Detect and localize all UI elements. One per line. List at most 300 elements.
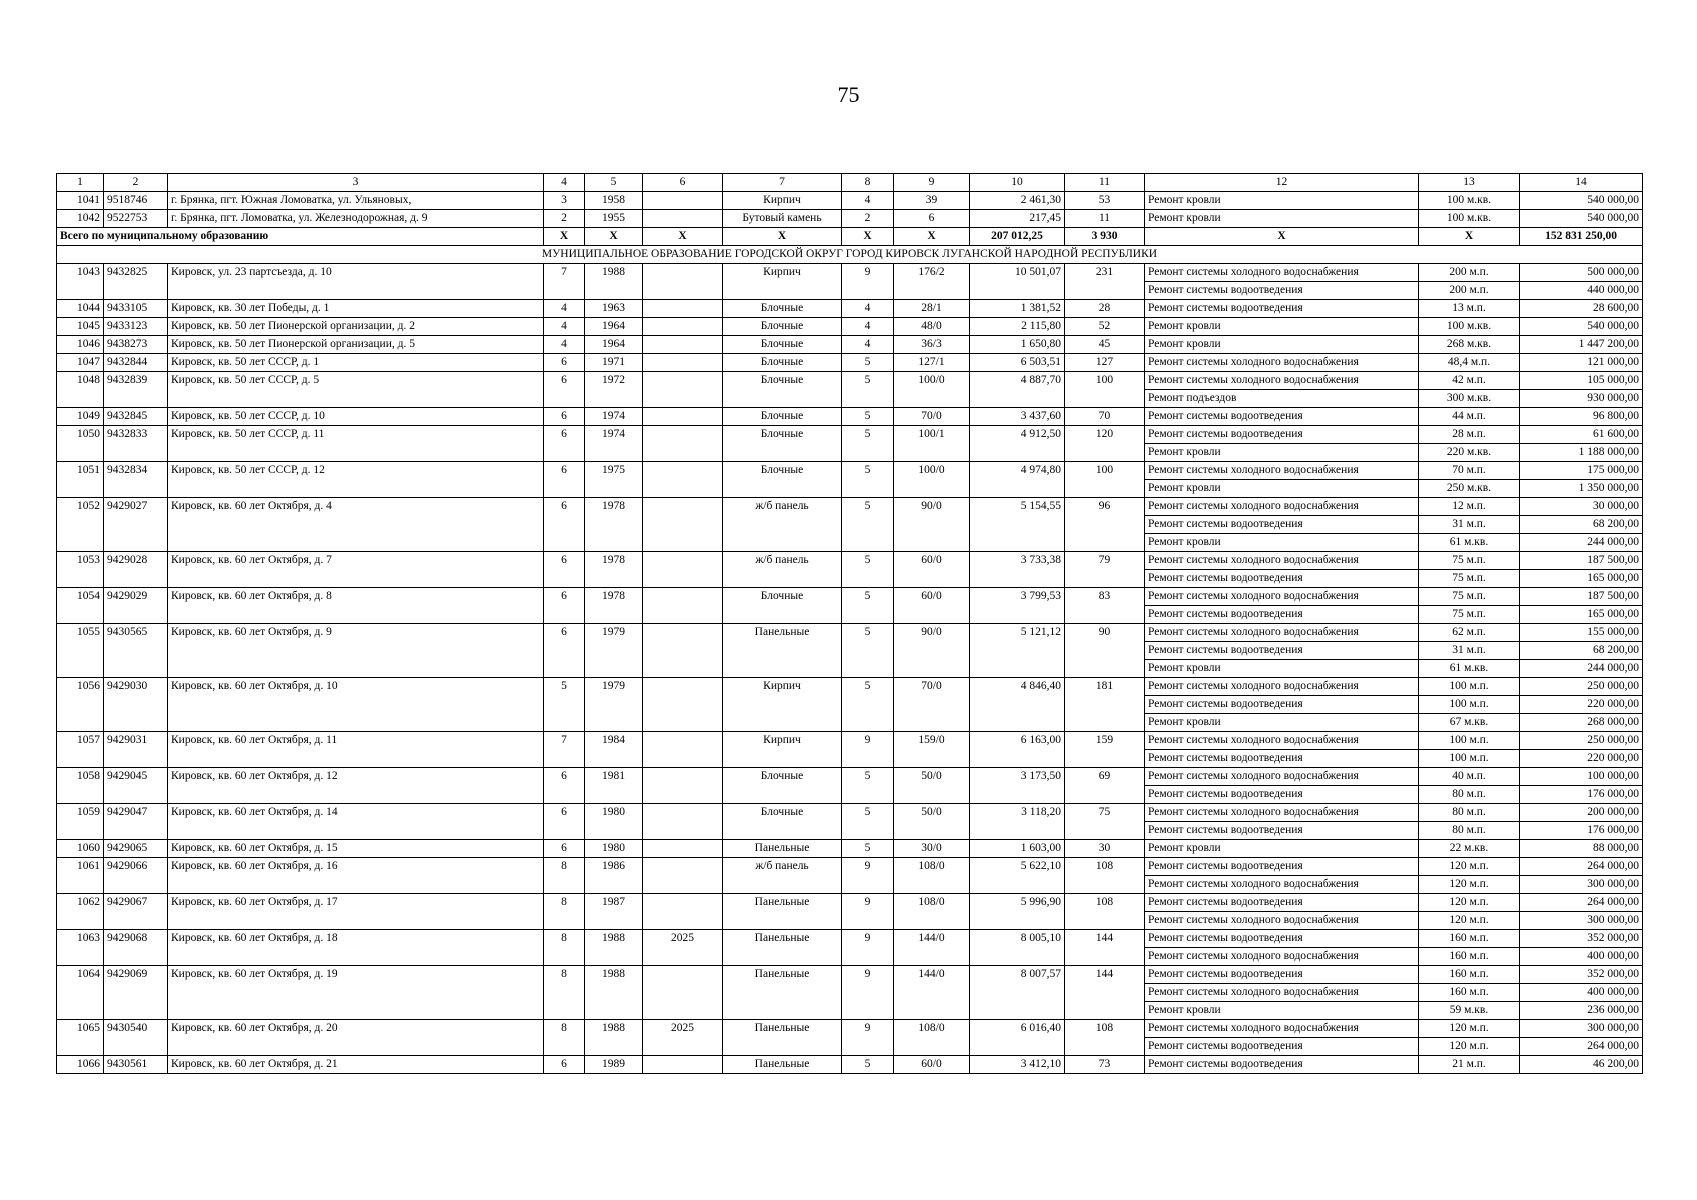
table-body-top <box>57 192 1643 228</box>
work-volume: 48,4 м.п. <box>1419 354 1520 372</box>
work-volume: 120 м.п. <box>1419 894 1520 912</box>
floors-empty <box>842 912 894 930</box>
col4-value: 8 <box>544 966 585 984</box>
total-cell: X <box>894 228 970 246</box>
col4-value: 6 <box>544 552 585 570</box>
wall-material-empty <box>723 714 842 732</box>
work-cost: 250 000,00 <box>1520 678 1643 696</box>
wall-material-empty <box>723 390 842 408</box>
residents-empty <box>1065 984 1145 1002</box>
col4-value-empty <box>544 696 585 714</box>
col9-value-empty <box>894 822 970 840</box>
col9-value-empty <box>894 282 970 300</box>
table-row-continuation <box>57 984 1643 1002</box>
address-empty <box>168 912 544 930</box>
total-area-empty <box>970 714 1065 732</box>
table-row-continuation <box>57 642 1643 660</box>
col6-value <box>643 678 723 696</box>
work-cost: 236 000,00 <box>1520 1002 1643 1020</box>
wall-material: Панельные <box>723 840 842 858</box>
row-number-empty <box>57 948 104 966</box>
col4-value-empty <box>544 948 585 966</box>
col9-value: 6 <box>894 210 970 228</box>
building-code: 9429031 <box>104 732 168 750</box>
wall-material: ж/б панель <box>723 552 842 570</box>
row-number-empty <box>57 1002 104 1020</box>
residents-empty <box>1065 660 1145 678</box>
work-type: Ремонт системы холодного водоснабжения <box>1145 1020 1419 1038</box>
residents-empty <box>1065 696 1145 714</box>
total-row <box>57 228 1643 246</box>
work-type: Ремонт системы водоотведения <box>1145 426 1419 444</box>
work-cost: 250 000,00 <box>1520 732 1643 750</box>
residents: 231 <box>1065 264 1145 282</box>
work-type: Ремонт системы водоотведения <box>1145 822 1419 840</box>
row-number-empty <box>57 912 104 930</box>
work-cost: 1 350 000,00 <box>1520 480 1643 498</box>
total-area-empty <box>970 1002 1065 1020</box>
table-row-continuation <box>57 714 1643 732</box>
address: Кировск, кв. 50 лет СССР, д. 12 <box>168 462 544 480</box>
wall-material: Блочные <box>723 300 842 318</box>
table-row-continuation <box>57 822 1643 840</box>
total-cost: 152 831 250,00 <box>1520 228 1643 246</box>
building-code-empty <box>104 876 168 894</box>
work-volume: 100 м.кв. <box>1419 210 1520 228</box>
building-code: 9432825 <box>104 264 168 282</box>
table-row-continuation <box>57 606 1643 624</box>
residents: 11 <box>1065 210 1145 228</box>
table-row <box>57 1056 1643 1074</box>
table-row <box>57 768 1643 786</box>
residents: 127 <box>1065 354 1145 372</box>
work-volume: 61 м.кв. <box>1419 534 1520 552</box>
address-empty <box>168 1002 544 1020</box>
work-volume: 160 м.п. <box>1419 930 1520 948</box>
wall-material-empty <box>723 606 842 624</box>
col4-value-empty <box>544 822 585 840</box>
residents-empty <box>1065 786 1145 804</box>
building-code-empty <box>104 696 168 714</box>
col6-value <box>643 426 723 444</box>
address: Кировск, кв. 60 лет Октября, д. 20 <box>168 1020 544 1038</box>
residents: 45 <box>1065 336 1145 354</box>
address: г. Брянка, пгт. Южная Ломоватка, ул. Ульяновых, <box>168 192 544 210</box>
row-number-empty <box>57 822 104 840</box>
total-area: 217,45 <box>970 210 1065 228</box>
total-area: 10 501,07 <box>970 264 1065 282</box>
work-cost: 400 000,00 <box>1520 984 1643 1002</box>
building-code-empty <box>104 948 168 966</box>
row-number-empty <box>57 444 104 462</box>
work-volume: 75 м.п. <box>1419 552 1520 570</box>
floors: 2 <box>842 210 894 228</box>
address: Кировск, кв. 60 лет Октября, д. 15 <box>168 840 544 858</box>
address-empty <box>168 606 544 624</box>
table-row-continuation <box>57 480 1643 498</box>
col6-value-empty <box>643 948 723 966</box>
wall-material-empty <box>723 786 842 804</box>
row-number: 1064 <box>57 966 104 984</box>
row-number-empty <box>57 876 104 894</box>
build-year: 1989 <box>585 1056 643 1074</box>
col6-value <box>643 588 723 606</box>
total-area-empty <box>970 606 1065 624</box>
table-row-continuation <box>57 1038 1643 1056</box>
work-type: Ремонт системы холодного водоснабжения <box>1145 948 1419 966</box>
col4-value: 2 <box>544 210 585 228</box>
total-cell: X <box>544 228 585 246</box>
work-type: Ремонт системы водоотведения <box>1145 516 1419 534</box>
row-number-empty <box>57 282 104 300</box>
col4-value: 5 <box>544 678 585 696</box>
address: Кировск, кв. 50 лет СССР, д. 5 <box>168 372 544 390</box>
residents-empty <box>1065 444 1145 462</box>
table-row <box>57 210 1643 228</box>
building-code: 9432839 <box>104 372 168 390</box>
floors: 9 <box>842 894 894 912</box>
col4-value-empty <box>544 534 585 552</box>
total-area: 3 437,60 <box>970 408 1065 426</box>
col9-value-empty <box>894 534 970 552</box>
work-type: Ремонт системы холодного водоснабжения <box>1145 732 1419 750</box>
build-year: 1978 <box>585 588 643 606</box>
work-volume: 100 м.кв. <box>1419 318 1520 336</box>
col9-value-empty <box>894 480 970 498</box>
residents-empty <box>1065 534 1145 552</box>
col-header: 10 <box>970 174 1065 192</box>
work-cost: 68 200,00 <box>1520 516 1643 534</box>
residents: 181 <box>1065 678 1145 696</box>
table-row-continuation <box>57 660 1643 678</box>
work-volume: 75 м.п. <box>1419 588 1520 606</box>
col9-value: 144/0 <box>894 966 970 984</box>
residents: 52 <box>1065 318 1145 336</box>
col4-value: 6 <box>544 1056 585 1074</box>
floors-empty <box>842 1002 894 1020</box>
build-year-empty <box>585 1038 643 1056</box>
work-type: Ремонт системы холодного водоснабжения <box>1145 804 1419 822</box>
col-header: 8 <box>842 174 894 192</box>
table-row-continuation <box>57 390 1643 408</box>
row-number-empty <box>57 660 104 678</box>
work-type: Ремонт системы водоотведения <box>1145 282 1419 300</box>
build-year: 1974 <box>585 408 643 426</box>
work-cost: 176 000,00 <box>1520 822 1643 840</box>
col9-value-empty <box>894 750 970 768</box>
col9-value-empty <box>894 516 970 534</box>
col6-value <box>643 462 723 480</box>
floors: 5 <box>842 408 894 426</box>
col9-value-empty <box>894 660 970 678</box>
total-area: 3 173,50 <box>970 768 1065 786</box>
building-code: 9432844 <box>104 354 168 372</box>
address: Кировск, кв. 30 лет Победы, д. 1 <box>168 300 544 318</box>
building-code: 9429029 <box>104 588 168 606</box>
residents-empty <box>1065 606 1145 624</box>
col-header: 11 <box>1065 174 1145 192</box>
address: Кировск, кв. 60 лет Октября, д. 7 <box>168 552 544 570</box>
residents: 69 <box>1065 768 1145 786</box>
building-code: 9438273 <box>104 336 168 354</box>
work-cost: 61 600,00 <box>1520 426 1643 444</box>
col4-value-empty <box>544 516 585 534</box>
work-volume: 80 м.п. <box>1419 786 1520 804</box>
work-volume: 100 м.п. <box>1419 750 1520 768</box>
floors-empty <box>842 390 894 408</box>
col-header: 4 <box>544 174 585 192</box>
work-volume: 31 м.п. <box>1419 642 1520 660</box>
work-type: Ремонт системы водоотведения <box>1145 642 1419 660</box>
floors-empty <box>842 1038 894 1056</box>
floors: 9 <box>842 930 894 948</box>
row-number: 1047 <box>57 354 104 372</box>
wall-material: Блочные <box>723 426 842 444</box>
table-row <box>57 588 1643 606</box>
wall-material: Панельные <box>723 894 842 912</box>
build-year-empty <box>585 516 643 534</box>
residents-empty <box>1065 714 1145 732</box>
residents: 90 <box>1065 624 1145 642</box>
residents: 73 <box>1065 1056 1145 1074</box>
col9-value: 144/0 <box>894 930 970 948</box>
build-year: 1979 <box>585 624 643 642</box>
col6-value-empty <box>643 912 723 930</box>
build-year-empty <box>585 750 643 768</box>
floors: 5 <box>842 678 894 696</box>
work-type: Ремонт системы холодного водоснабжения <box>1145 768 1419 786</box>
building-code-empty <box>104 534 168 552</box>
floors: 9 <box>842 966 894 984</box>
row-number: 1049 <box>57 408 104 426</box>
work-volume: 21 м.п. <box>1419 1056 1520 1074</box>
floors-empty <box>842 570 894 588</box>
build-year: 1988 <box>585 264 643 282</box>
wall-material: Блочные <box>723 804 842 822</box>
col6-value <box>643 300 723 318</box>
row-number: 1058 <box>57 768 104 786</box>
work-volume: 44 м.п. <box>1419 408 1520 426</box>
work-cost: 46 200,00 <box>1520 1056 1643 1074</box>
total-area: 6 503,51 <box>970 354 1065 372</box>
col6-value-empty <box>643 1038 723 1056</box>
address: Кировск, кв. 50 лет СССР, д. 1 <box>168 354 544 372</box>
col6-value <box>643 408 723 426</box>
work-volume: 100 м.п. <box>1419 678 1520 696</box>
total-area-empty <box>970 660 1065 678</box>
row-number-empty <box>57 534 104 552</box>
address: г. Брянка, пгт. Ломоватка, ул. Железнодорожная, д. 9 <box>168 210 544 228</box>
table-row <box>57 300 1643 318</box>
work-cost: 88 000,00 <box>1520 840 1643 858</box>
col9-value: 100/0 <box>894 372 970 390</box>
col4-value: 6 <box>544 354 585 372</box>
col4-value-empty <box>544 1002 585 1020</box>
table-row-continuation <box>57 876 1643 894</box>
col6-value <box>643 192 723 210</box>
building-code: 9429068 <box>104 930 168 948</box>
work-type: Ремонт системы холодного водоснабжения <box>1145 372 1419 390</box>
col-header: 3 <box>168 174 544 192</box>
residents: 83 <box>1065 588 1145 606</box>
col9-value: 28/1 <box>894 300 970 318</box>
col9-value: 50/0 <box>894 768 970 786</box>
col9-value-empty <box>894 606 970 624</box>
table-row <box>57 192 1643 210</box>
table-row <box>57 966 1643 984</box>
col4-value: 6 <box>544 426 585 444</box>
work-cost: 540 000,00 <box>1520 318 1643 336</box>
work-volume: 300 м.кв. <box>1419 390 1520 408</box>
col9-value-empty <box>894 984 970 1002</box>
col4-value-empty <box>544 480 585 498</box>
total-area-empty <box>970 696 1065 714</box>
work-type: Ремонт кровли <box>1145 336 1419 354</box>
total-area: 4 912,50 <box>970 426 1065 444</box>
building-code-empty <box>104 750 168 768</box>
col9-value: 100/0 <box>894 462 970 480</box>
address: Кировск, кв. 60 лет Октября, д. 10 <box>168 678 544 696</box>
address: Кировск, кв. 60 лет Октября, д. 19 <box>168 966 544 984</box>
total-area-empty <box>970 444 1065 462</box>
address-empty <box>168 786 544 804</box>
wall-material: Блочные <box>723 462 842 480</box>
work-type: Ремонт системы холодного водоснабжения <box>1145 984 1419 1002</box>
build-year-empty <box>585 948 643 966</box>
build-year: 1978 <box>585 552 643 570</box>
col6-value-empty <box>643 516 723 534</box>
residents: 79 <box>1065 552 1145 570</box>
wall-material-empty <box>723 696 842 714</box>
work-volume: 62 м.п. <box>1419 624 1520 642</box>
wall-material: Панельные <box>723 930 842 948</box>
col4-value: 3 <box>544 192 585 210</box>
residents-empty <box>1065 516 1145 534</box>
wall-material-empty <box>723 822 842 840</box>
wall-material-empty <box>723 876 842 894</box>
residents-empty <box>1065 1002 1145 1020</box>
wall-material: Блочные <box>723 372 842 390</box>
row-number-empty <box>57 642 104 660</box>
col9-value-empty <box>894 1038 970 1056</box>
build-year-empty <box>585 660 643 678</box>
col4-value-empty <box>544 876 585 894</box>
build-year: 1988 <box>585 930 643 948</box>
wall-material: Кирпич <box>723 192 842 210</box>
col6-value <box>643 264 723 282</box>
floors-empty <box>842 642 894 660</box>
work-cost: 105 000,00 <box>1520 372 1643 390</box>
total-area: 5 154,55 <box>970 498 1065 516</box>
building-code: 9429067 <box>104 894 168 912</box>
work-type: Ремонт подъездов <box>1145 390 1419 408</box>
col6-value-empty <box>643 534 723 552</box>
floors-empty <box>842 714 894 732</box>
floors-empty <box>842 786 894 804</box>
col9-value: 90/0 <box>894 624 970 642</box>
work-cost: 540 000,00 <box>1520 192 1643 210</box>
residents: 53 <box>1065 192 1145 210</box>
col6-value <box>643 858 723 876</box>
total-area-empty <box>970 282 1065 300</box>
work-type: Ремонт кровли <box>1145 318 1419 336</box>
work-type: Ремонт системы холодного водоснабжения <box>1145 624 1419 642</box>
table-body <box>57 264 1643 1074</box>
work-cost: 121 000,00 <box>1520 354 1643 372</box>
table-row-continuation <box>57 1002 1643 1020</box>
total-area: 8 005,10 <box>970 930 1065 948</box>
build-year-empty <box>585 570 643 588</box>
col-header: 9 <box>894 174 970 192</box>
work-type: Ремонт кровли <box>1145 714 1419 732</box>
floors: 9 <box>842 264 894 282</box>
work-type: Ремонт системы водоотведения <box>1145 408 1419 426</box>
address-empty <box>168 1038 544 1056</box>
floors: 4 <box>842 336 894 354</box>
build-year: 1984 <box>585 732 643 750</box>
column-number-row <box>57 174 1643 192</box>
residents-empty <box>1065 480 1145 498</box>
col4-value-empty <box>544 282 585 300</box>
floors: 5 <box>842 426 894 444</box>
row-number: 1046 <box>57 336 104 354</box>
building-code: 9429030 <box>104 678 168 696</box>
table-row <box>57 858 1643 876</box>
total-area-empty <box>970 786 1065 804</box>
work-cost: 220 000,00 <box>1520 750 1643 768</box>
col6-value-empty <box>643 606 723 624</box>
residents: 100 <box>1065 462 1145 480</box>
col4-value-empty <box>544 606 585 624</box>
work-cost: 187 500,00 <box>1520 588 1643 606</box>
wall-material: Бутовый камень <box>723 210 842 228</box>
building-code-empty <box>104 642 168 660</box>
row-number: 1053 <box>57 552 104 570</box>
work-volume: 100 м.п. <box>1419 732 1520 750</box>
floors-empty <box>842 606 894 624</box>
col4-value: 4 <box>544 336 585 354</box>
work-volume: 75 м.п. <box>1419 570 1520 588</box>
table-row <box>57 804 1643 822</box>
col6-value <box>643 336 723 354</box>
work-volume: 100 м.кв. <box>1419 192 1520 210</box>
work-volume: 200 м.п. <box>1419 282 1520 300</box>
row-number: 1050 <box>57 426 104 444</box>
wall-material: Панельные <box>723 624 842 642</box>
col9-value: 39 <box>894 192 970 210</box>
floors-empty <box>842 822 894 840</box>
floors: 5 <box>842 552 894 570</box>
work-cost: 187 500,00 <box>1520 552 1643 570</box>
col4-value-empty <box>544 912 585 930</box>
col6-value-empty <box>643 390 723 408</box>
work-type: Ремонт системы холодного водоснабжения <box>1145 552 1419 570</box>
address: Кировск, кв. 60 лет Октября, д. 8 <box>168 588 544 606</box>
build-year: 1975 <box>585 462 643 480</box>
work-type: Ремонт системы водоотведения <box>1145 966 1419 984</box>
table-row <box>57 624 1643 642</box>
address: Кировск, кв. 50 лет СССР, д. 10 <box>168 408 544 426</box>
col6-value <box>643 552 723 570</box>
table-row <box>57 552 1643 570</box>
building-code: 9429069 <box>104 966 168 984</box>
work-cost: 100 000,00 <box>1520 768 1643 786</box>
build-year-empty <box>585 390 643 408</box>
table-row-continuation <box>57 516 1643 534</box>
building-code-empty <box>104 282 168 300</box>
total-cell: X <box>643 228 723 246</box>
work-type: Ремонт кровли <box>1145 1002 1419 1020</box>
